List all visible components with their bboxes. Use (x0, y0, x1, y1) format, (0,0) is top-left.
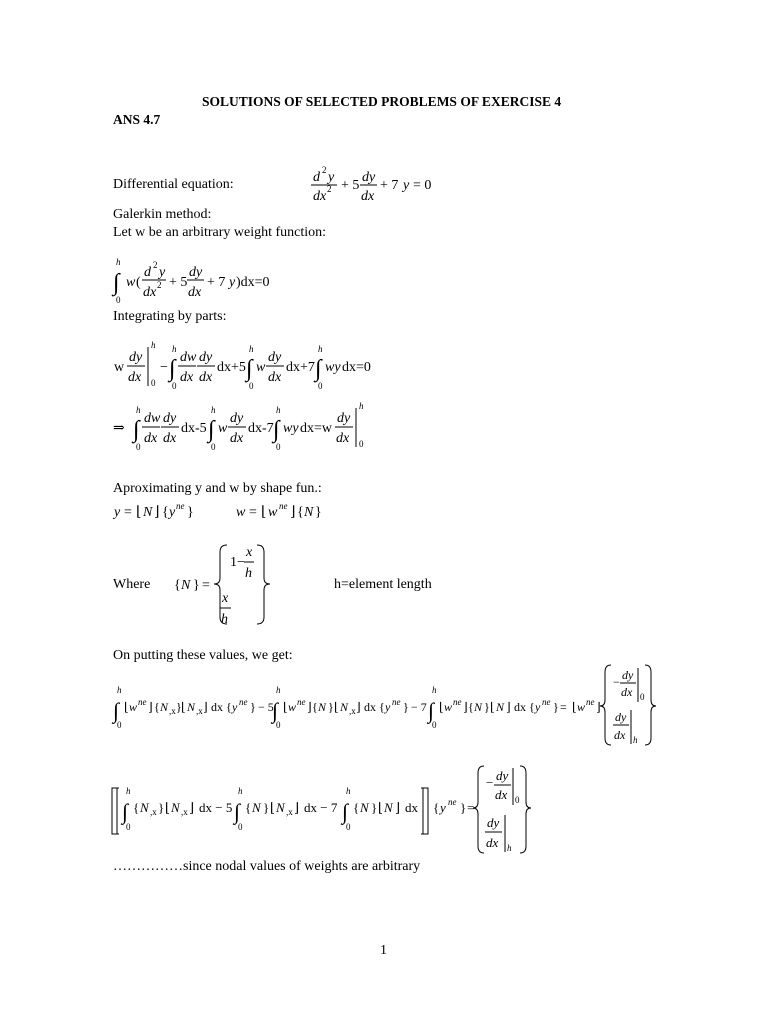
svg-text:∫: ∫ (272, 698, 279, 723)
svg-text:{: { (162, 505, 169, 520)
svg-text:0: 0 (136, 442, 141, 452)
svg-text:0: 0 (211, 442, 216, 452)
svg-text:ne: ne (176, 501, 185, 511)
svg-text:2: 2 (153, 260, 158, 270)
element-length-text: h=element length (334, 577, 432, 592)
svg-text:0: 0 (346, 822, 351, 832)
svg-text:0: 0 (640, 692, 645, 702)
svg-text:⌋: ⌋ (154, 505, 160, 520)
svg-text:{: { (154, 700, 160, 714)
svg-text:⌋: ⌋ (203, 700, 208, 714)
svg-text:dx+5: dx+5 (217, 360, 246, 375)
svg-text:}: } (328, 700, 334, 714)
svg-text:,x: ,x (169, 706, 176, 716)
svg-text:⌋: ⌋ (356, 700, 361, 714)
svg-text:{: { (226, 700, 232, 714)
svg-text:∫: ∫ (342, 799, 349, 824)
svg-text:wy: wy (325, 360, 341, 375)
svg-text:y: y (440, 800, 446, 815)
svg-text:∫: ∫ (234, 799, 241, 824)
svg-text:=: = (249, 505, 257, 520)
svg-text:h: h (151, 340, 156, 350)
approx-text: Aproximating y and w by shape fun.: (113, 481, 322, 496)
svg-text:N: N (496, 700, 505, 714)
svg-text:dx: dx (405, 800, 418, 815)
svg-text:dy: dy (622, 668, 634, 682)
svg-text:y: y (114, 505, 121, 520)
svg-text:dx: dx (268, 370, 282, 385)
svg-text:0: 0 (172, 381, 177, 391)
svg-text:w: w (288, 700, 297, 714)
svg-text:0: 0 (432, 720, 437, 730)
svg-text:{: { (133, 800, 140, 815)
svg-text:2: 2 (322, 165, 327, 175)
svg-text:dy: dy (163, 411, 177, 426)
svg-text:h: h (318, 344, 323, 354)
svg-text:dx: dx (143, 285, 157, 300)
svg-text:y: y (159, 265, 166, 280)
svg-text:=: = (202, 578, 210, 593)
svg-text:+ 5: + 5 (341, 178, 360, 193)
svg-text:∫: ∫ (246, 356, 253, 382)
svg-text:0: 0 (318, 381, 323, 391)
svg-text:dx − 7: dx − 7 (304, 800, 338, 815)
svg-text:⌊: ⌊ (378, 800, 384, 815)
svg-text:dx − 5: dx − 5 (199, 800, 233, 815)
svg-text:)dx=0: )dx=0 (236, 275, 270, 290)
svg-text:ne: ne (448, 797, 457, 807)
svg-text:0: 0 (276, 720, 281, 730)
svg-text:{: { (468, 700, 474, 714)
svg-text:N: N (187, 700, 196, 714)
arbitrary-weights-text: ……………since nodal values of weights are arbitrary (113, 859, 421, 874)
svg-text:{: { (433, 800, 440, 815)
svg-text:ne: ne (138, 697, 147, 707)
svg-text:⌊: ⌊ (572, 700, 577, 714)
svg-text:∫: ∫ (208, 417, 215, 443)
svg-text:h: h (172, 344, 177, 354)
svg-text:w: w (268, 505, 278, 520)
svg-text:,x: ,x (196, 706, 203, 716)
svg-text:N: N (171, 800, 180, 815)
integration-by-parts-2 (113, 401, 364, 452)
svg-text:}: } (371, 800, 378, 815)
svg-text:ne: ne (297, 697, 306, 707)
svg-text:h: h (245, 566, 252, 581)
svg-text:ne: ne (542, 697, 551, 707)
svg-text:⌋: ⌋ (294, 800, 300, 815)
svg-text:x: x (246, 545, 253, 560)
svg-text:,x: ,x (150, 807, 157, 817)
galerkin-label: Galerkin method: (113, 207, 212, 222)
svg-text:N: N (143, 505, 153, 520)
svg-text:0: 0 (151, 378, 156, 388)
svg-text:=: = (560, 700, 567, 714)
svg-text:ne: ne (279, 501, 288, 511)
svg-text:∫: ∫ (133, 417, 140, 443)
svg-text:⌋: ⌋ (148, 700, 153, 714)
svg-text:0: 0 (117, 720, 122, 730)
svg-text:dy: dy (189, 265, 203, 280)
svg-text:dy: dy (487, 815, 500, 830)
svg-text:0: 0 (249, 381, 254, 391)
svg-text:⌋: ⌋ (290, 505, 296, 520)
svg-text:⌋: ⌋ (189, 800, 195, 815)
svg-text:h: h (211, 405, 216, 415)
svg-text:0: 0 (238, 822, 243, 832)
svg-text:,x: ,x (181, 807, 188, 817)
svg-text:w: w (577, 700, 586, 714)
svg-text:N: N (252, 800, 261, 815)
svg-text:⌊: ⌊ (270, 800, 276, 815)
svg-text:dy: dy (230, 411, 244, 426)
svg-text:ne: ne (453, 697, 462, 707)
svg-text:dx: dx (495, 787, 508, 802)
svg-text:y: y (232, 700, 238, 714)
svg-text:}: } (158, 800, 165, 815)
svg-text:dy: dy (268, 350, 282, 365)
svg-text:{: { (245, 800, 252, 815)
svg-text:−: − (160, 360, 168, 375)
svg-text:h: h (238, 786, 243, 796)
substituted-equation (111, 665, 656, 745)
svg-text:−: − (613, 675, 620, 689)
svg-text:N: N (160, 700, 169, 714)
shape-approximation (112, 501, 322, 520)
svg-text:N: N (181, 578, 191, 593)
page-number: 1 (380, 943, 387, 958)
svg-text:N: N (360, 800, 369, 815)
svg-text:h: h (126, 786, 131, 796)
svg-text:dx: dx (614, 728, 626, 742)
svg-text:dx: dx (514, 700, 526, 714)
svg-text:}: } (315, 505, 322, 520)
svg-text:∫: ∫ (315, 356, 322, 382)
svg-text:(: ( (136, 275, 141, 290)
svg-text:{: { (312, 700, 318, 714)
weighted-integral (111, 257, 270, 305)
svg-text:dx: dx (144, 431, 158, 446)
svg-text:wy: wy (283, 421, 299, 436)
svg-text:dx: dx (199, 370, 213, 385)
weight-function-text: Let w be an arbitrary weight function: (113, 225, 327, 240)
svg-text:h: h (276, 685, 281, 695)
differential-equation (311, 165, 431, 204)
svg-text:N: N (276, 800, 285, 815)
svg-text:∫: ∫ (122, 799, 129, 824)
svg-text:=: = (124, 505, 132, 520)
svg-text:h: h (221, 612, 228, 627)
svg-text:y: y (169, 505, 176, 520)
svg-text:dx=0: dx=0 (342, 360, 371, 375)
shape-function-vector (174, 545, 270, 627)
svg-text:∫: ∫ (113, 270, 120, 296)
svg-text:ne: ne (392, 697, 401, 707)
svg-text:0: 0 (276, 442, 281, 452)
svg-text:}: } (250, 700, 256, 714)
svg-text:{: { (297, 505, 304, 520)
svg-text:}: } (460, 800, 467, 815)
svg-text:dx: dx (230, 431, 244, 446)
svg-text:dx: dx (180, 370, 194, 385)
svg-text:h: h (276, 405, 281, 415)
svg-text:dy: dy (615, 710, 627, 724)
svg-text:x: x (222, 591, 229, 606)
svg-text:h: h (116, 257, 121, 267)
svg-text:0: 0 (359, 439, 364, 449)
svg-text:h: h (346, 786, 351, 796)
svg-text:2: 2 (157, 280, 162, 290)
svg-text:N: N (384, 800, 393, 815)
svg-text:dy: dy (337, 411, 351, 426)
svg-text:w: w (236, 505, 246, 520)
svg-text:dx: dx (313, 189, 327, 204)
svg-text:⌋: ⌋ (463, 700, 468, 714)
svg-text:dx: dx (188, 285, 202, 300)
svg-text:dw: dw (180, 350, 197, 365)
page-title: SOLUTIONS OF SELECTED PROBLEMS OF EXERCISE 4 (202, 94, 562, 109)
svg-text:⌋: ⌋ (395, 800, 401, 815)
svg-text:{: { (174, 578, 181, 593)
svg-text:⌋: ⌋ (506, 700, 511, 714)
svg-text:dx: dx (163, 431, 177, 446)
svg-text:d: d (313, 170, 320, 185)
svg-text:⌊: ⌊ (124, 700, 129, 714)
svg-text:}: } (263, 800, 270, 815)
svg-text:0: 0 (116, 295, 121, 305)
svg-text:w: w (444, 700, 453, 714)
svg-text:{: { (529, 700, 535, 714)
svg-text:∫: ∫ (113, 698, 120, 723)
svg-text:+ 7: + 7 (207, 275, 226, 290)
svg-text:dx+7: dx+7 (286, 360, 315, 375)
svg-text:dx-7: dx-7 (248, 421, 274, 436)
svg-text:∫: ∫ (273, 417, 280, 443)
svg-text:dx: dx (364, 700, 376, 714)
svg-text:⌊: ⌊ (283, 700, 288, 714)
svg-text:}: } (403, 700, 409, 714)
where-label: Where (113, 577, 151, 592)
svg-text:h: h (117, 685, 122, 695)
svg-text:y: y (328, 170, 335, 185)
svg-text:dx: dx (336, 431, 350, 446)
svg-text:dy: dy (199, 350, 213, 365)
svg-text:+ 5: + 5 (169, 275, 188, 290)
svg-text:⇒: ⇒ (113, 421, 125, 436)
svg-text:y: y (385, 700, 391, 714)
svg-text:dx=w: dx=w (300, 421, 333, 436)
svg-text:d: d (144, 265, 151, 280)
svg-text:= 0: = 0 (413, 178, 432, 193)
svg-text:− 5: − 5 (258, 700, 274, 714)
svg-text:∫: ∫ (169, 356, 176, 382)
svg-text:w: w (126, 275, 136, 290)
svg-text:N: N (474, 700, 483, 714)
svg-text:w: w (129, 700, 138, 714)
svg-text:⌊: ⌊ (165, 800, 171, 815)
svg-text:}: } (187, 505, 194, 520)
svg-text:}: } (193, 578, 200, 593)
svg-text:h: h (432, 685, 437, 695)
svg-text:dx: dx (621, 685, 633, 699)
svg-text:dx: dx (361, 189, 375, 204)
svg-text:ne: ne (239, 697, 248, 707)
svg-text:1−: 1− (230, 555, 245, 570)
svg-text:+ 7: + 7 (380, 178, 399, 193)
svg-text:=: = (467, 800, 475, 815)
svg-text:dx: dx (211, 700, 223, 714)
svg-text:dx: dx (128, 370, 142, 385)
svg-text:dy: dy (496, 768, 509, 783)
svg-text:0: 0 (515, 795, 520, 805)
final-equation (112, 766, 531, 853)
integration-by-parts-1 (114, 340, 371, 391)
svg-text:h: h (633, 735, 638, 745)
svg-text:ne: ne (586, 697, 595, 707)
svg-text:dx: dx (486, 835, 499, 850)
svg-text:y: y (229, 275, 236, 290)
svg-text:y: y (403, 178, 410, 193)
svg-text:w: w (218, 421, 228, 436)
svg-text:⌋: ⌋ (307, 700, 312, 714)
section-heading: ANS 4.7 (113, 112, 161, 127)
svg-text:⌊: ⌊ (136, 505, 142, 520)
svg-text:dx-5: dx-5 (181, 421, 207, 436)
diff-eq-label: Differential equation: (113, 177, 234, 192)
svg-text:∫: ∫ (428, 698, 435, 723)
svg-text:dw: dw (144, 411, 161, 426)
svg-text:2: 2 (327, 184, 332, 194)
svg-text:−: − (486, 775, 494, 790)
svg-text:}: } (176, 700, 182, 714)
svg-text:− 7: − 7 (411, 700, 427, 714)
svg-text:N: N (318, 700, 327, 714)
svg-text:y: y (535, 700, 541, 714)
svg-text:,x: ,x (286, 807, 293, 817)
svg-text:}: } (553, 700, 559, 714)
svg-text:N: N (304, 505, 314, 520)
svg-text:⌊: ⌊ (181, 700, 186, 714)
integrating-text: Integrating by parts: (113, 309, 227, 324)
putting-values-text: On putting these values, we get: (113, 648, 293, 663)
svg-text:⌋: ⌋ (596, 700, 601, 714)
svg-text:h: h (359, 401, 364, 411)
svg-text:⌊: ⌊ (334, 700, 339, 714)
svg-text:w: w (256, 360, 266, 375)
svg-text:⌊: ⌊ (490, 700, 495, 714)
svg-text:h: h (136, 405, 141, 415)
svg-text:w: w (114, 360, 125, 375)
svg-text:{: { (379, 700, 385, 714)
svg-text:{: { (353, 800, 360, 815)
svg-text:}: } (484, 700, 490, 714)
svg-text:0: 0 (126, 822, 131, 832)
svg-text:⌊: ⌊ (261, 505, 267, 520)
svg-text:dy: dy (362, 170, 376, 185)
svg-text:h: h (249, 344, 254, 354)
svg-text:h: h (507, 843, 512, 853)
svg-text:⌊: ⌊ (439, 700, 444, 714)
svg-text:N: N (140, 800, 149, 815)
svg-text:dy: dy (129, 350, 143, 365)
svg-text:N: N (340, 700, 349, 714)
svg-text:,x: ,x (349, 706, 356, 716)
